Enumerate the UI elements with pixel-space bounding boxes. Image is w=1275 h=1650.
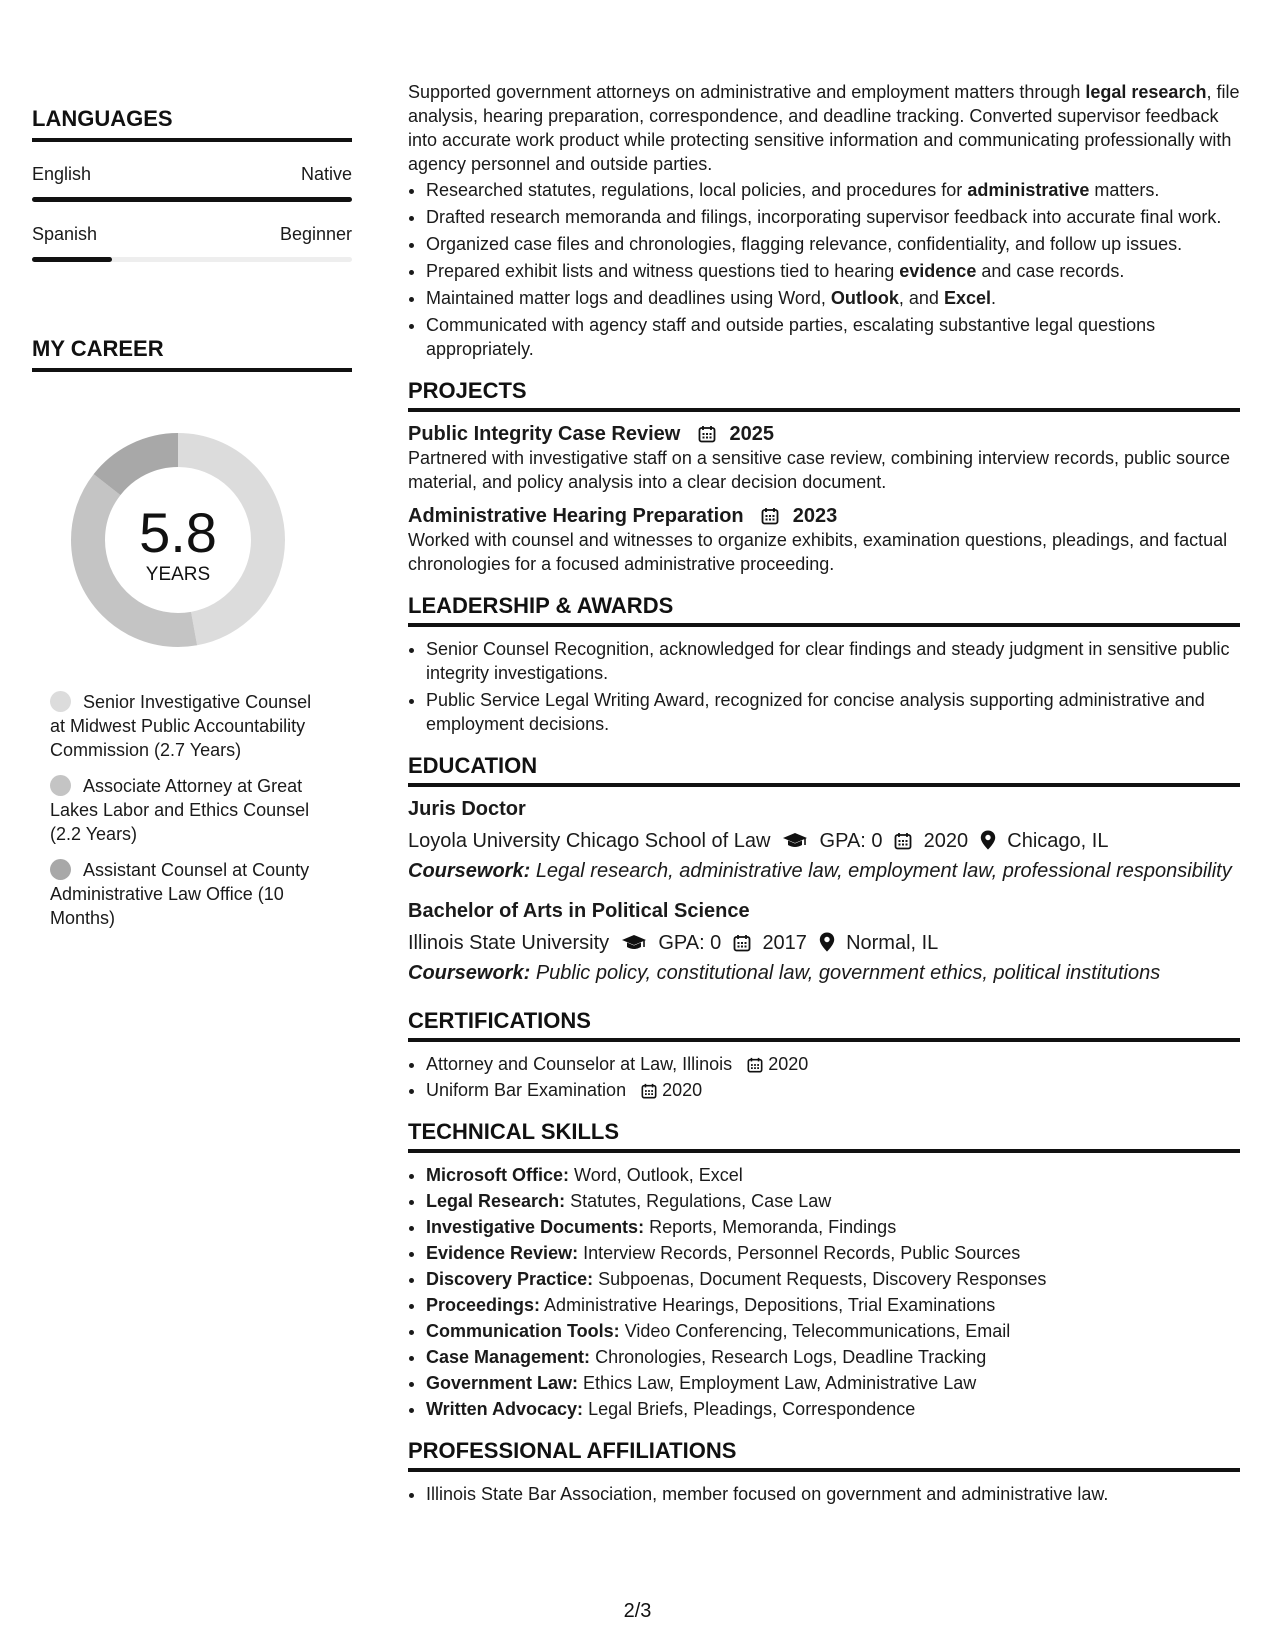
project-year: 2023 bbox=[792, 505, 838, 527]
coursework-text: Legal research, administrative law, employment law, professional responsibility bbox=[535, 860, 1232, 882]
education-year: 2017 bbox=[762, 932, 807, 954]
bullet-text: . bbox=[991, 288, 997, 308]
affiliation-item: • Illinois State Bar Association, member focused on government and administrative law. bbox=[426, 1482, 1240, 1506]
skill-value: Chronologies, Research Logs, Deadline Tracking bbox=[595, 1347, 987, 1367]
education-coursework bbox=[408, 859, 1240, 883]
skill-label: Government Law: bbox=[426, 1373, 579, 1393]
language-proficiency-fill bbox=[32, 197, 352, 202]
project-description: Partnered with investigative staff on a sensitive case review, combining interview records, public source material, and policy analysis into a clear decision document. bbox=[408, 448, 1231, 492]
bullet-text: and case records. bbox=[976, 261, 1125, 281]
education-title: EDUCATION bbox=[408, 754, 1240, 787]
career-total-unit: YEARS bbox=[145, 564, 211, 585]
skill-item bbox=[426, 1189, 1240, 1213]
bullet-keyword: Excel bbox=[943, 288, 991, 308]
career-legend-item bbox=[50, 774, 330, 846]
experience-bullet: • Drafted research memoranda and filings, incorporating supervisor feedback into accurate final work. bbox=[426, 205, 1240, 229]
education-location: Chicago, IL bbox=[1007, 830, 1109, 852]
leadership-item: • Senior Counsel Recognition, acknowledged for clear findings and steady judgment in sensitive public integrity investigations. bbox=[426, 637, 1240, 685]
projects-title: PROJECTS bbox=[408, 379, 1240, 412]
calendar-icon bbox=[698, 425, 716, 443]
experience-bullet bbox=[426, 178, 1240, 202]
skill-value: Legal Briefs, Pleadings, Correspondence bbox=[588, 1399, 916, 1419]
bullet-text: , and bbox=[898, 288, 944, 308]
graduation-cap-icon bbox=[782, 832, 808, 850]
bullet-keyword: Outlook bbox=[830, 288, 899, 308]
education-year: 2020 bbox=[923, 830, 969, 852]
experience-bullet: • Organized case files and chronologies, flagging relevance, confidentiality, and follow up issues. bbox=[426, 232, 1240, 256]
bullet-text: Prepared exhibit lists and witness questions tied to hearing bbox=[426, 261, 900, 281]
certifications-list bbox=[408, 1052, 1240, 1102]
language-proficiency-fill bbox=[32, 257, 112, 262]
language-proficiency-bar bbox=[32, 257, 352, 262]
career-title: MY CAREER bbox=[32, 336, 352, 372]
legend-dot-icon bbox=[50, 775, 71, 796]
page-number: 2/3 bbox=[623, 1600, 652, 1622]
career-total-value: 5.8 bbox=[139, 501, 217, 564]
languages-section bbox=[32, 106, 352, 262]
skill-label: Communication Tools: bbox=[426, 1321, 620, 1341]
certification-item bbox=[426, 1052, 1240, 1076]
education-item bbox=[408, 797, 1240, 883]
language-proficiency-bar bbox=[32, 197, 352, 202]
certification-name: Attorney and Counselor at Law, Illinois bbox=[426, 1054, 733, 1074]
career-legend-label: Associate Attorney at Great Lakes Labor and Ethics Counsel (2.2 Years) bbox=[50, 776, 310, 844]
project-year: 2025 bbox=[729, 423, 774, 445]
calendar-icon bbox=[894, 832, 912, 850]
project-name: Public Integrity Case Review bbox=[408, 423, 681, 445]
calendar-icon bbox=[733, 934, 751, 952]
skill-item bbox=[426, 1345, 1240, 1369]
career-legend-item bbox=[50, 690, 330, 762]
career-section bbox=[32, 336, 352, 372]
language-level: Beginner bbox=[279, 224, 352, 244]
skill-label: Proceedings: bbox=[426, 1295, 541, 1315]
coursework-text: Public policy, constitutional law, government ethics, political institutions bbox=[535, 962, 1161, 984]
leadership-title: LEADERSHIP & AWARDS bbox=[408, 594, 1240, 627]
skill-label: Microsoft Office: bbox=[426, 1165, 570, 1185]
skill-item bbox=[426, 1241, 1240, 1265]
education-gpa: GPA: 0 bbox=[819, 830, 883, 852]
education-school: Illinois State University bbox=[408, 932, 610, 954]
summary-text: , file analysis, hearing preparation, correspondence, and deadline tracking. Converted supervisor feedback into accurate work product while protecting sensitive information and communicating professionally with agency personnel and outside parties. bbox=[408, 82, 1240, 174]
leadership-list bbox=[408, 637, 1240, 736]
bullet-text: matters. bbox=[1089, 180, 1160, 200]
education-coursework bbox=[408, 961, 1240, 985]
education-gpa: GPA: 0 bbox=[658, 932, 722, 954]
skill-value: Subpoenas, Document Requests, Discovery Responses bbox=[598, 1269, 1047, 1289]
project-name: Administrative Hearing Preparation bbox=[408, 505, 744, 527]
calendar-icon bbox=[761, 507, 779, 525]
location-pin-icon bbox=[819, 932, 835, 952]
project-description: Worked with counsel and witnesses to organize exhibits, examination questions, pleadings, and factual chronologies for a focused administrative proceeding. bbox=[408, 530, 1228, 574]
project-item bbox=[408, 504, 1240, 576]
coursework-label: Coursework: bbox=[408, 860, 531, 882]
skill-label: Investigative Documents: bbox=[426, 1217, 645, 1237]
certification-year: 2020 bbox=[662, 1080, 703, 1100]
project-item bbox=[408, 422, 1240, 494]
skill-value: Video Conferencing, Telecommunications, Email bbox=[624, 1321, 1011, 1341]
skill-item bbox=[426, 1215, 1240, 1239]
affiliations-list bbox=[408, 1482, 1240, 1506]
skill-item bbox=[426, 1267, 1240, 1291]
skill-label: Discovery Practice: bbox=[426, 1269, 594, 1289]
skill-item bbox=[426, 1319, 1240, 1343]
skill-value: Ethics Law, Employment Law, Administrative Law bbox=[583, 1373, 977, 1393]
education-location: Normal, IL bbox=[846, 932, 939, 954]
education-school: Loyola University Chicago School of Law bbox=[408, 830, 771, 852]
bullet-keyword: administrative bbox=[967, 180, 1090, 200]
certification-name: Uniform Bar Examination bbox=[426, 1080, 627, 1100]
career-donut-chart bbox=[66, 428, 290, 652]
skill-value: Word, Outlook, Excel bbox=[574, 1165, 743, 1185]
skill-label: Legal Research: bbox=[426, 1191, 566, 1211]
legend-dot-icon bbox=[50, 691, 71, 712]
experience-bullets bbox=[408, 178, 1240, 361]
language-level: Native bbox=[300, 164, 352, 184]
skill-item bbox=[426, 1371, 1240, 1395]
experience-summary bbox=[408, 80, 1240, 176]
career-legend-item bbox=[50, 858, 330, 930]
career-legend bbox=[50, 690, 330, 942]
education-item bbox=[408, 899, 1240, 985]
calendar-icon bbox=[747, 1057, 763, 1073]
coursework-label: Coursework: bbox=[408, 962, 531, 984]
skill-value: Statutes, Regulations, Case Law bbox=[570, 1191, 832, 1211]
education-degree: Bachelor of Arts in Political Science bbox=[408, 900, 750, 922]
right-column bbox=[408, 80, 1240, 1509]
leadership-item: • Public Service Legal Writing Award, recognized for concise analysis supporting administrative and employment decisions. bbox=[426, 688, 1240, 736]
graduation-cap-icon bbox=[621, 934, 647, 952]
language-name: English bbox=[32, 164, 92, 184]
certifications-title: CERTIFICATIONS bbox=[408, 1009, 1240, 1042]
skills-title: TECHNICAL SKILLS bbox=[408, 1120, 1240, 1153]
skills-list bbox=[408, 1163, 1240, 1421]
language-item bbox=[32, 164, 352, 202]
certification-year: 2020 bbox=[768, 1054, 809, 1074]
skill-value: Reports, Memoranda, Findings bbox=[649, 1217, 897, 1237]
experience-bullet bbox=[426, 259, 1240, 283]
summary-keyword: legal research bbox=[1085, 82, 1207, 102]
skill-item bbox=[426, 1293, 1240, 1317]
experience-bullet bbox=[426, 286, 1240, 310]
skill-label: Case Management: bbox=[426, 1347, 591, 1367]
career-legend-label: Senior Investigative Counsel at Midwest Public Accountability Commission (2.7 Years) bbox=[50, 692, 312, 760]
skill-value: Administrative Hearings, Depositions, Trial Examinations bbox=[544, 1295, 996, 1315]
experience-bullet: • Communicated with agency staff and outside parties, escalating substantive legal questions appropriately. bbox=[426, 313, 1240, 361]
summary-text: Supported government attorneys on administrative and employment matters through bbox=[408, 82, 1086, 102]
skill-label: Evidence Review: bbox=[426, 1243, 579, 1263]
language-item bbox=[32, 224, 352, 262]
legend-dot-icon bbox=[50, 859, 71, 880]
skill-label: Written Advocacy: bbox=[426, 1399, 584, 1419]
certification-item bbox=[426, 1078, 1240, 1102]
career-legend-label: Assistant Counsel at County Administrative Law Office (10 Months) bbox=[50, 860, 310, 928]
affiliations-title: PROFESSIONAL AFFILIATIONS bbox=[408, 1439, 1240, 1472]
education-degree: Juris Doctor bbox=[408, 798, 526, 820]
skill-value: Interview Records, Personnel Records, Public Sources bbox=[583, 1243, 1021, 1263]
bullet-text: Maintained matter logs and deadlines using Word, bbox=[426, 288, 831, 308]
skill-item bbox=[426, 1397, 1240, 1421]
skill-item bbox=[426, 1163, 1240, 1187]
languages-title: LANGUAGES bbox=[32, 106, 352, 142]
bullet-keyword: evidence bbox=[899, 261, 977, 281]
location-pin-icon bbox=[980, 830, 996, 850]
language-name: Spanish bbox=[32, 224, 98, 244]
calendar-icon bbox=[641, 1083, 657, 1099]
bullet-text: Researched statutes, regulations, local policies, and procedures for bbox=[426, 180, 968, 200]
